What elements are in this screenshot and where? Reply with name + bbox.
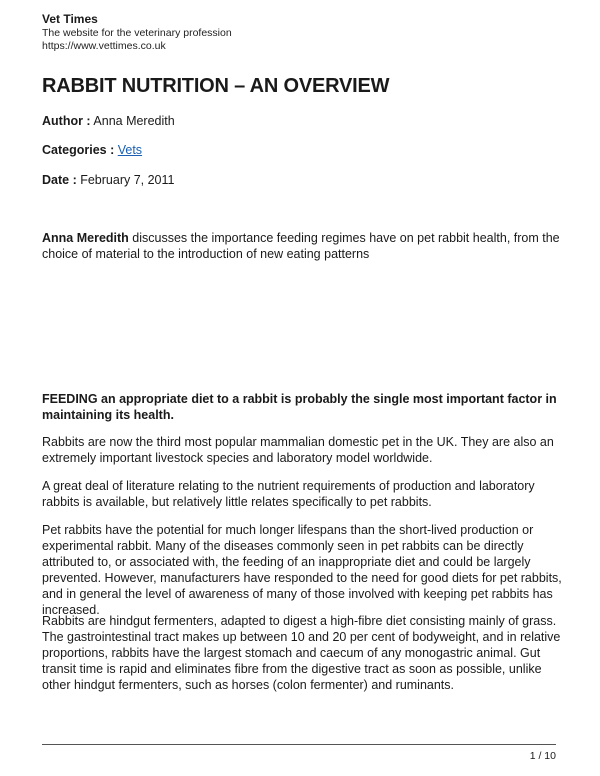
- date-label: Date :: [42, 173, 77, 187]
- category-link-vets[interactable]: Vets: [117, 143, 143, 157]
- intro-author-name: Anna Meredith: [42, 231, 129, 245]
- site-url: https://www.vettimes.co.uk: [42, 40, 166, 52]
- footer-divider: [42, 744, 556, 745]
- author-name: Anna Meredith: [93, 114, 175, 128]
- author-line: [42, 113, 175, 129]
- page-number: 1 / 10: [529, 750, 556, 762]
- site-title: Vet Times: [42, 12, 98, 26]
- categories-label: Categories :: [42, 143, 115, 157]
- body-paragraph-4: Rabbits are hindgut fermenters, adapted to digest a high-fibre diet consisting mainly of grass. The gastrointestinal tract makes up between 10 and 20 per cent of bodyweight, and in relative proportions, rabbits have the largest stomach and caecum of any monogastric animal. Gut transit time is rapid and eliminates fibre from the digestive tract as soon as possible, unlike other hindgut fermenters, such as horses (colon fermenter) and ruminants.: [42, 614, 561, 692]
- site-header: [42, 12, 232, 53]
- body-paragraph-3: Pet rabbits have the potential for much longer lifespans than the short-lived production or experimental rabbit. Many of the diseases commonly seen in pet rabbits can be directly attributed to, or associated with, the feeding of an inappropriate diet and could be largely prevented. However, manufacturers have responded to the need for good diets for pet rabbits, and in general the level of awareness of many of those involved with keeping pet rabbits has increased.: [42, 523, 562, 617]
- author-label: Author :: [42, 114, 91, 128]
- intro-text: discusses the importance feeding regimes have on pet rabbit health, from the choice of material to the introduction of new eating patterns: [42, 231, 560, 261]
- lead-paragraph: FEEDING an appropriate diet to a rabbit is probably the single most important factor in maintaining its health.: [42, 392, 557, 422]
- body-paragraph-2: A great deal of literature relating to the nutrient requirements of production and laboratory rabbits is available, but relatively little relates specifically to pet rabbits.: [42, 479, 535, 509]
- categories-line: [42, 142, 142, 158]
- intro-paragraph: [42, 230, 562, 262]
- date-value: February 7, 2011: [80, 173, 175, 187]
- article-title: RABBIT NUTRITION – AN OVERVIEW: [42, 75, 390, 97]
- site-tagline: The website for the veterinary profession: [42, 27, 232, 39]
- body-paragraph-1: Rabbits are now the third most popular mammalian domestic pet in the UK. They are also an extremely important livestock species and laboratory model worldwide.: [42, 435, 554, 465]
- date-line: [42, 172, 175, 188]
